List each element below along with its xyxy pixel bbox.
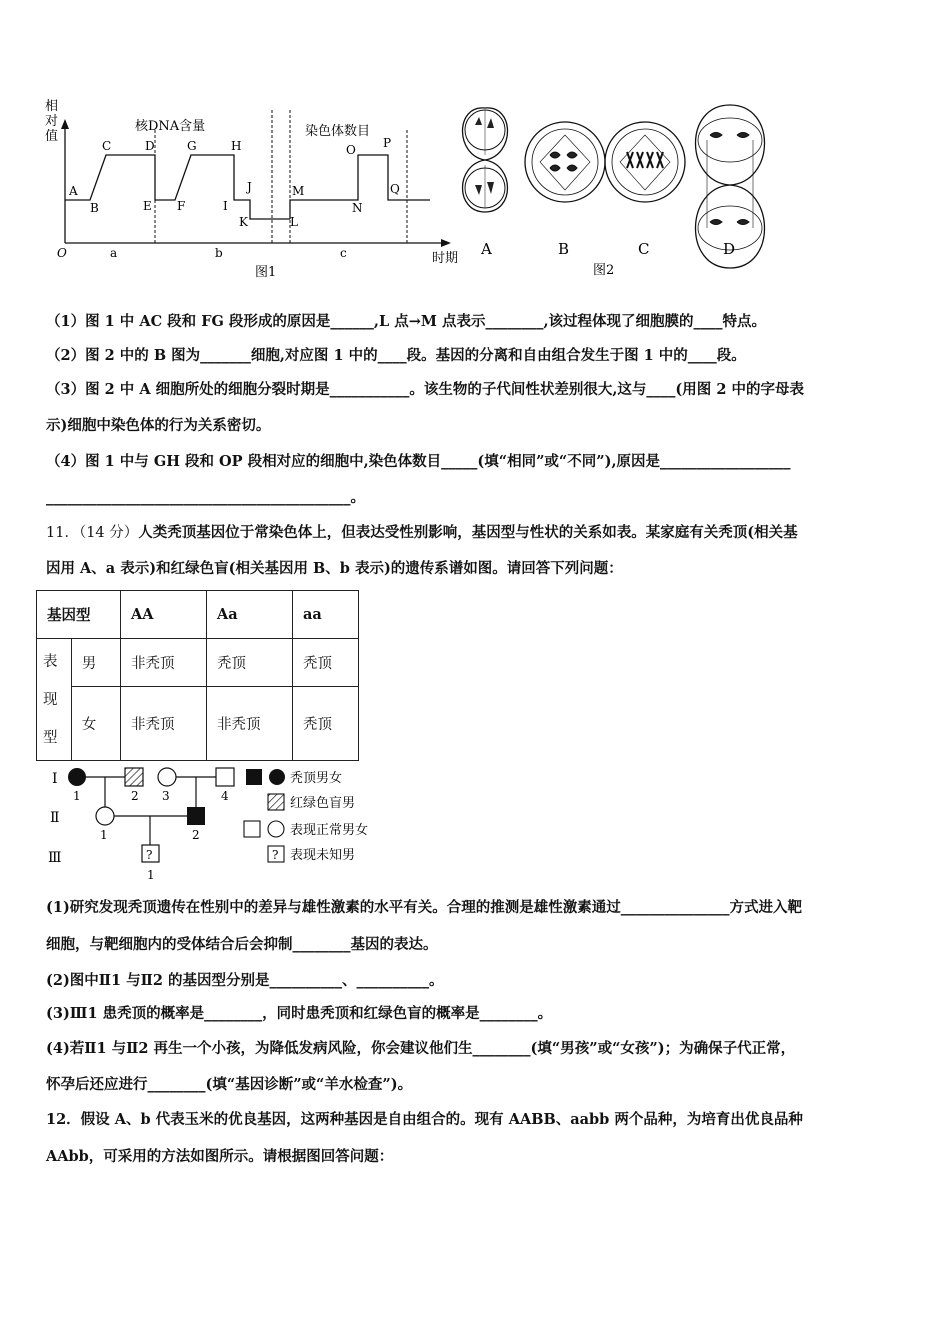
cell-male-Aa: 秃顶: [207, 639, 293, 687]
legend-normal-female-symbol: [268, 821, 284, 837]
q10-line-2: （2）图 2 中的 B 图为_______细胞,对应图 1 中的____段。基因的分离和自由组合发生于图 1 中的____段。: [46, 347, 746, 364]
q11-sub-3: (3)Ⅲ1 患秃顶的概率是________，同时患秃顶和红绿色盲的概率是________。: [46, 1005, 553, 1022]
phenotype-char-2: 现: [43, 691, 58, 708]
point-label-M: M: [292, 184, 305, 198]
q11-sub-4a: (4)若Ⅱ1 与Ⅱ2 再生一个小孩，为降低发病风险，你会建议他们生________(填“男孩”或“女孩”)；为确保子代正常，: [46, 1040, 796, 1057]
figure-1-caption: 图1: [255, 265, 277, 280]
legend-unknown-mark: ?: [272, 848, 279, 862]
header-aa: aa: [293, 591, 359, 639]
figure-1-graph: [40, 95, 465, 280]
cell-male-aa: 秃顶: [293, 639, 359, 687]
point-label-E: E: [143, 199, 152, 213]
I-4-normal-male: [216, 768, 234, 786]
y-axis-label-1: 相: [45, 99, 59, 114]
I-2-colorblind-male: [125, 768, 143, 786]
q11-sub-1b: 细胞，与靶细胞内的受体结合后会抑制________基因的表达。: [46, 936, 438, 953]
point-label-O: O: [346, 143, 356, 157]
cell-male-AA: 非秃顶: [121, 639, 207, 687]
phenotype-char-1: 表: [43, 653, 58, 670]
I-4-number: 4: [221, 789, 229, 803]
point-label-Q: Q: [390, 182, 400, 196]
cell-label-B: B: [558, 240, 570, 258]
pedigree-chart: [40, 762, 390, 884]
q11-sub-4b: 怀孕后还应进行________(填“基因诊断”或“羊水检查”)。: [46, 1076, 413, 1093]
legend-normal-male-symbol: [244, 821, 260, 837]
segment-label-b: b: [215, 246, 223, 260]
II-1-normal-female: [96, 807, 114, 825]
legend-bald-male-symbol: [246, 769, 262, 785]
cell-label-C: C: [638, 240, 650, 258]
III-1-number: 1: [147, 868, 155, 882]
legend-normal: 表现正常男女: [290, 823, 369, 838]
point-label-I: I: [223, 199, 228, 213]
point-label-K: K: [239, 215, 248, 229]
q10-line-5: （4）图 1 中与 GH 段和 OP 段相对应的细胞中,染色体数目_____(填“相同”或“不同”),原因是__________________: [46, 453, 791, 470]
cell-female-AA: 非秃顶: [121, 687, 207, 761]
table-corner: 基因型: [37, 591, 121, 639]
II-2-number: 2: [192, 828, 200, 842]
point-label-H: H: [231, 139, 242, 153]
figure-2-cells: [455, 100, 785, 285]
legend-bald-female-symbol: [269, 769, 285, 785]
q11-intro-text-1: 人类秃顶基因位于常染色体上，但表达受性别影响，基因型与性状的关系如表。某家庭有关秃顶(相关基: [138, 524, 798, 541]
generation-III: Ⅲ: [48, 850, 62, 866]
x-axis-label: 时期: [432, 251, 459, 266]
generation-I: Ⅰ: [52, 771, 58, 787]
sex-female: 女: [71, 687, 120, 761]
legend-bald: 秃顶男女: [290, 771, 343, 786]
q10-line-3: （3）图 2 中 A 细胞所处的细胞分裂时期是___________。该生物的子代间性状差别很大,这与____(用图 2 中的字母表: [46, 381, 804, 398]
phenotype-label: [37, 639, 72, 761]
origin-label: O: [57, 246, 67, 260]
segment-label-a: a: [110, 246, 118, 260]
point-label-P: P: [383, 136, 392, 150]
point-label-L: L: [290, 215, 298, 229]
point-label-F: F: [177, 199, 186, 213]
III-1-unknown-mark: ?: [146, 848, 153, 862]
I-3-number: 3: [162, 789, 170, 803]
q11-intro-line-1: [46, 523, 798, 543]
cell-C: [605, 122, 685, 202]
header-AA: AA: [121, 591, 207, 639]
I-2-number: 2: [131, 789, 139, 803]
II-2-bald-male: [187, 807, 205, 825]
cell-label-A: A: [481, 240, 492, 258]
figure-2-caption: 图2: [593, 263, 615, 278]
q11-sub-1a: (1)研究发现秃顶遗传在性别中的差异与雄性激素的水平有关。合理的推测是雄性激素通过_______________方式进入靶: [46, 899, 803, 916]
point-label-N: N: [352, 201, 363, 215]
legend-colorblind-symbol: [268, 794, 284, 810]
y-axis-arrow: [61, 119, 69, 129]
II-1-number: 1: [100, 828, 108, 842]
chromosome-title: 染色体数目: [305, 124, 371, 139]
dna-title: 核DNA含量: [135, 119, 206, 134]
q11-intro-line-2: 因用 A、a 表示)和红绿色盲(相关基因用 B、b 表示)的遗传系谱如图。请回答下列问题：: [46, 560, 623, 577]
point-label-J: J: [247, 180, 252, 194]
q10-line-4: 示)细胞中染色体的行为关系密切。: [46, 417, 271, 434]
genotype-table: [36, 590, 359, 761]
sex-male: 男: [71, 639, 120, 687]
x-axis-arrow: [441, 239, 451, 247]
legend-colorblind: 红绿色盲男: [290, 796, 356, 811]
q10-line-1: （1）图 1 中 AC 段和 FG 段形成的原因是______,L 点→M 点表示________,该过程体现了细胞膜的____特点。: [46, 313, 767, 330]
legend-unknown: 表现未知男: [290, 848, 356, 863]
q12-line-1: 12．假设 A、b 代表玉米的优良基因，这两种基因是自由组合的。现有 AABB、aabb 两个品种，为培育出优良品种: [46, 1111, 803, 1128]
q10-line-6: __________________________________________。: [46, 489, 365, 506]
point-label-D: D: [145, 139, 155, 153]
point-label-C: C: [102, 139, 112, 153]
y-axis-label-3: 值: [45, 129, 59, 144]
I-1-number: 1: [73, 789, 81, 803]
phenotype-char-3: 型: [43, 729, 58, 746]
cell-female-Aa: 非秃顶: [207, 687, 293, 761]
point-label-G: G: [187, 139, 197, 153]
point-label-A: A: [69, 184, 78, 198]
q12-line-2: AAbb，可采用的方法如图所示。请根据图回答问题：: [46, 1148, 394, 1165]
point-label-B: B: [90, 201, 99, 215]
cell-B: [525, 122, 605, 202]
q11-sub-2: (2)图中Ⅱ1 与Ⅱ2 的基因型分别是__________、__________。: [46, 972, 444, 989]
segment-label-c: c: [340, 246, 347, 260]
y-axis-label-2: 对: [45, 114, 59, 129]
header-Aa: Aa: [207, 591, 293, 639]
I-3-normal-female: [158, 768, 176, 786]
generation-II: Ⅱ: [50, 810, 60, 826]
I-1-bald-female: [68, 768, 86, 786]
cell-female-aa: 秃顶: [293, 687, 359, 761]
cell-label-D: D: [723, 240, 736, 258]
q11-number: 11．（14 分）: [46, 525, 139, 541]
cell-A: [463, 108, 508, 212]
